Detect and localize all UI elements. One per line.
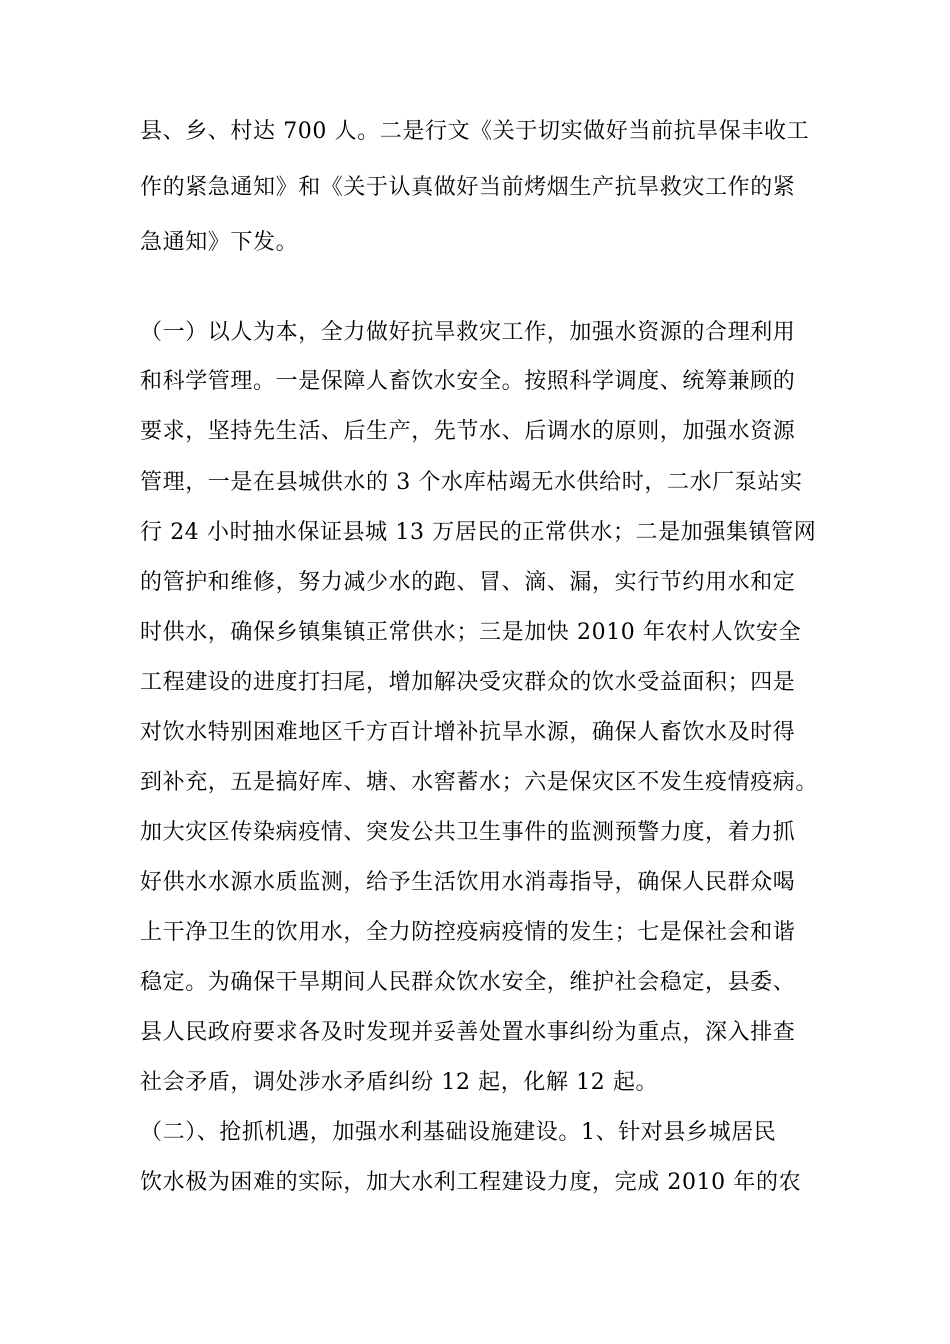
text-line: 对饮水特别困难地区千方百计增补抗旱水源，确保人畜饮水及时得: [140, 720, 796, 745]
text-line: 上干净卫生的饮用水，全力防控疫病疫情的发生；七是保社会和谐: [140, 920, 796, 945]
text-line: 作的紧急通知》和《关于认真做好当前烤烟生产抗旱救灾工作的紧: [140, 175, 796, 200]
text-line: 急通知》下发。: [140, 230, 299, 255]
text-line: 好供水水源水质监测，给予生活饮用水消毒指导，确保人民群众喝: [140, 870, 796, 895]
text-line: 时供水，确保乡镇集镇正常供水；三是加快 2010 年农村人饮安全: [140, 620, 802, 645]
text-line: 到补充，五是搞好库、塘、水窖蓄水；六是保灾区不发生疫情疫病。: [140, 770, 819, 795]
text-line: 县人民政府要求各及时发现并妥善处置水事纠纷为重点，深入排查: [140, 1020, 796, 1045]
text-line: 和科学管理。一是保障人畜饮水安全。按照科学调度、统筹兼顾的: [140, 369, 796, 394]
text-line: （一）以人为本，全力做好抗旱救灾工作，加强水资源的合理利用: [140, 320, 796, 345]
text-line: （二）、抢抓机遇，加强水利基础设施建设。1、针对县乡城居民: [140, 1120, 777, 1145]
text-line: 行 24 小时抽水保证县城 13 万居民的正常供水；二是加强集镇管网: [140, 520, 817, 545]
text-line: 饮水极为困难的实际，加大水利工程建设力度，完成 2010 年的农: [140, 1170, 802, 1195]
text-line: 要求，坚持先生活、后生产，先节水、后调水的原则，加强水资源: [140, 419, 796, 444]
text-line: 管理，一是在县城供水的 3 个水库枯竭无水供给时，二水厂泵站实: [140, 470, 803, 495]
text-line: 社会矛盾，调处涉水矛盾纠纷 12 起，化解 12 起。: [140, 1070, 659, 1095]
text-line: 工程建设的进度打扫尾，增加解决受灾群众的饮水受益面积；四是: [140, 670, 796, 695]
text-line: 加大灾区传染病疫情、突发公共卫生事件的监测预警力度，着力抓: [140, 820, 796, 845]
text-line: 的管护和维修，努力减少水的跑、冒、滴、漏，实行节约用水和定: [140, 570, 796, 595]
text-line: 稳定。为确保干旱期间人民群众饮水安全，维护社会稳定，县委、: [140, 970, 796, 995]
text-line: 县、乡、村达 700 人。二是行文《关于切实做好当前抗旱保丰收工: [140, 119, 810, 144]
